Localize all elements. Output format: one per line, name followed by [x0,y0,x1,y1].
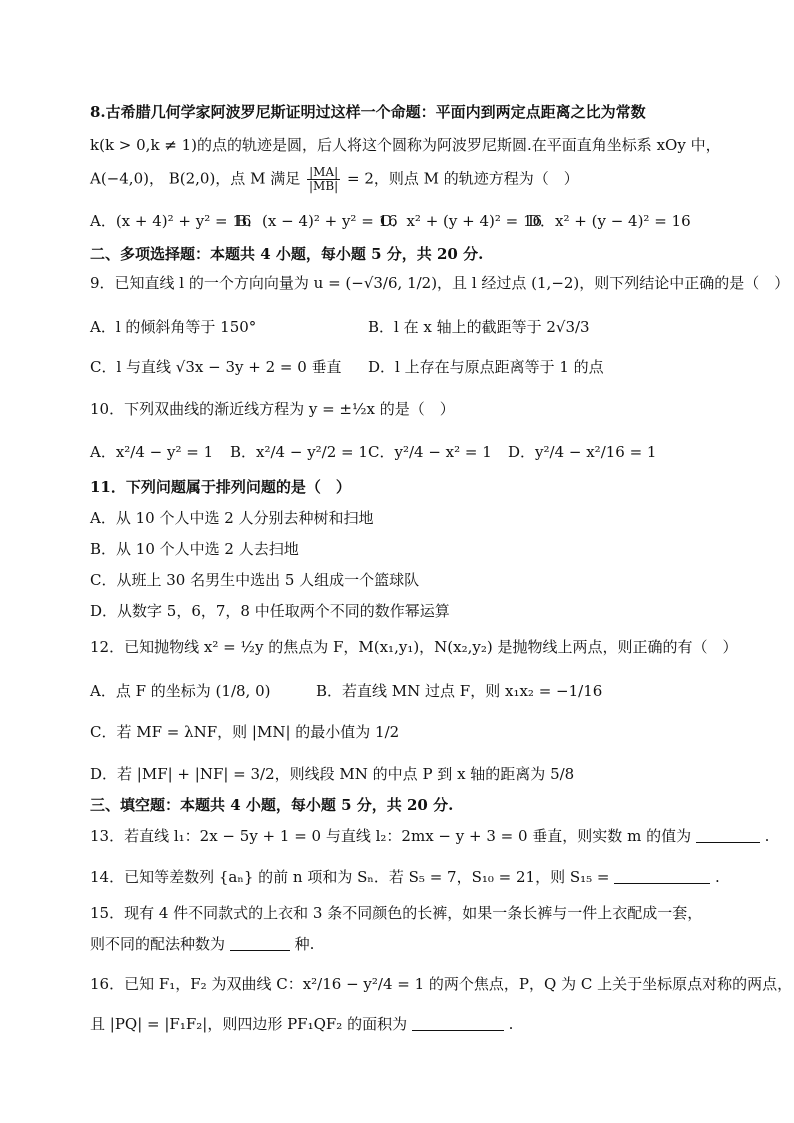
q13-answer-blank[interactable] [696,826,760,843]
q9-stem: 9．已知直线 l 的一个方向向量为 u = (−√3/6, 1/2)，且 l 经过点 (1,−2)，则下列结论中正确的是（ ） [90,274,790,292]
q11-option-d: D．从数字 5，6，7，8 中任取两个不同的数作幂运算 [90,602,450,620]
q11-option-b: B．从 10 个人中选 2 人去扫地 [90,540,299,558]
q13-line [90,825,770,847]
q15-end: 种. [294,935,315,953]
q14-end: . [715,868,720,886]
q16-end: . [508,1015,514,1033]
q8-line1 [90,101,750,123]
q13-end: . [764,827,770,845]
q9-option-c: C．l 与直线 √3x − 3y + 2 = 0 垂直 [90,358,342,376]
q8-option-b: B．(x − 4)² + y² = 16 [236,212,398,230]
q12-stem: 12．已知抛物线 x² = ½y 的焦点为 F，M(x₁,y₁)，N(x₂,y₂) 是抛物线上两点，则正确的有（ ） [90,638,738,656]
q12-option-d: D．若 |MF| + |NF| = 3/2，则线段 MN 的中点 P 到 x 轴的距离为 5/8 [90,765,575,783]
q16-stem: 且 |PQ| = |F₁F₂|，则四边形 PF₁QF₂ 的面积为 [90,1015,408,1033]
q9-option-a: A．l 的倾斜角等于 150° [90,318,257,336]
q8-frac-den: |MB| [309,179,339,193]
q11-option-a: A．从 10 个人中选 2 人分别去种树和扫地 [90,509,374,527]
q16-answer-blank[interactable] [412,1014,504,1031]
q14-answer-blank[interactable] [614,867,710,884]
q8-frac-num: |MA| [309,165,339,179]
q11-stem: 11．下列问题属于排列问题的是（ ） [90,478,351,496]
q12-option-b: B．若直线 MN 过点 F，则 x₁x₂ = −1/16 [316,682,603,700]
q16-line1: 16．已知 F₁，F₂ 为双曲线 C：x²/16 − y²/4 = 1 的两个焦点，P，Q 为 C 上关于坐标原点对称的两点， [90,975,793,993]
q9-option-b: B．l 在 x 轴上的截距等于 2√3/3 [368,318,590,336]
q8-line2: k(k > 0,k ≠ 1)的点的轨迹是圆，后人将这个圆称为阿波罗尼斯圆.在平面直角坐标系 xOy 中， [90,136,721,154]
q10-option-a: A．x²/4 − y² = 1 [90,443,214,461]
q8-line3 [90,166,750,193]
q14-stem: 14．已知等差数列 {aₙ} 的前 n 项和为 Sₙ．若 S₅ = 7，S₁₀ = 21，则 S₁₅ = [90,868,610,886]
q15-answer-blank[interactable] [230,934,290,951]
q8-ratio-fraction [307,166,340,193]
q8-option-c: C．x² + (y + 4)² = 16 [380,212,543,230]
q12-option-a: A．点 F 的坐标为 (1/8, 0) [90,682,271,700]
q8-option-d: D．x² + (y − 4)² = 16 [528,212,691,230]
q12-option-c: C．若 MF = λNF，则 |MN| 的最小值为 1/2 [90,723,400,741]
q14-line [90,866,750,888]
q8-line3a: A(−4,0)， B(2,0)，点 M 满足 [90,169,301,188]
q10-option-c: C．y²/4 − x² = 1 [368,443,492,461]
q13-stem: 13．若直线 l₁：2x − 5y + 1 = 0 与直线 l₂：2mx − y + 3 = 0 垂直，则实数 m 的值为 [90,827,692,845]
q8-option-a: A．(x + 4)² + y² = 16 [90,212,252,230]
q10-option-d: D．y²/4 − x²/16 = 1 [508,443,657,461]
section-2-heading: 二、多项选择题：本题共 4 小题，每小题 5 分，共 20 分. [90,245,484,263]
q8-text: 8.古希腊几何学家阿波罗尼斯证明过这样一个命题：平面内到两定点距离之比为常数 [90,103,646,121]
q10-option-b: B．x²/4 − y²/2 = 1 [230,443,368,461]
q9-option-d: D．l 上存在与原点距离等于 1 的点 [368,358,604,376]
q10-stem: 10．下列双曲线的渐近线方程为 y = ±½x 的是（ ） [90,400,455,418]
q8-line3b: = 2，则点 M 的轨迹方程为（ ） [346,169,579,188]
section-3-heading: 三、填空题：本题共 4 小题，每小题 5 分，共 20 分. [90,796,454,814]
q16-line2 [90,1013,750,1035]
q15-line2 [90,933,750,955]
q15-line1: 15．现有 4 件不同款式的上衣和 3 条不同颜色的长裤，如果一条长裤与一件上衣配成一套， [90,904,703,922]
q11-option-c: C．从班上 30 名男生中选出 5 人组成一个篮球队 [90,571,420,589]
q15-stem: 则不同的配法种数为 [90,935,226,953]
